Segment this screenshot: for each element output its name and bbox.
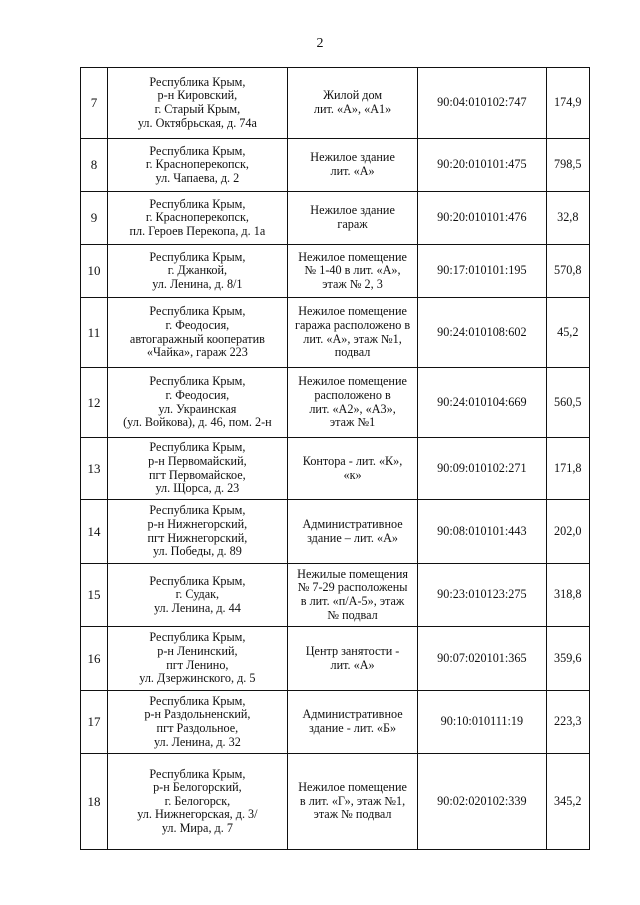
address-cell-line: «Чайка», гараж 223 xyxy=(146,345,248,360)
area-cell: 202,0 xyxy=(546,500,589,564)
cadastral-number-cell: 90:04:010102:747 xyxy=(418,68,546,139)
address-cell xyxy=(107,500,287,564)
page-number: 2 xyxy=(316,36,324,51)
address-cell-line: г. Белогорск, xyxy=(164,793,231,808)
address-cell-line: Республика Крым, xyxy=(149,440,246,455)
description-cell-line: Нежилые помещения xyxy=(297,566,408,581)
address-cell-line: Республика Крым, xyxy=(149,766,246,781)
description-cell-line: № 7-29 расположены xyxy=(297,580,408,595)
area-cell: 45,2 xyxy=(546,298,589,368)
cadastral-number-cell: 90:08:010101:443 xyxy=(418,500,546,564)
cadastral-number-cell: 90:17:010101:195 xyxy=(418,245,546,298)
description-cell-line: «к» xyxy=(343,467,362,482)
description-cell xyxy=(287,192,417,245)
row-number-cell: 13 xyxy=(81,438,108,500)
table-row xyxy=(81,192,590,245)
description-cell-line: Нежилое помещение xyxy=(298,374,407,389)
description-cell-line: лит. «А», «А1» xyxy=(313,102,392,116)
address-cell-line: р-н Нижнегорский, xyxy=(147,516,248,531)
cadastral-number-cell: 90:02:020102:339 xyxy=(418,754,546,850)
address-cell xyxy=(107,139,287,192)
address-cell-line: пгт Раздольное, xyxy=(156,721,239,735)
area-cell: 798,5 xyxy=(546,139,589,192)
table-row xyxy=(81,68,590,139)
address-cell-line: Республика Крым, xyxy=(149,196,246,211)
description-cell-line: Нежилое здание xyxy=(310,150,395,165)
address-cell-line: р-н Кировский, xyxy=(157,88,238,103)
address-cell-line: (ул. Войкова), д. 46, пом. 2-н xyxy=(123,415,272,430)
description-cell-line: № подвал xyxy=(327,607,378,622)
address-cell-line: ул. Нижнегорская, д. 3/ xyxy=(137,807,258,822)
cadastral-number-cell: 90:07:020101:365 xyxy=(418,627,546,691)
address-cell-line: ул. Украинская xyxy=(158,401,237,416)
row-number-cell: 18 xyxy=(81,754,108,850)
description-cell-line: Нежилое помещение xyxy=(298,249,407,264)
description-cell-line: в лит. «Г», этаж №1, xyxy=(299,793,406,808)
description-cell-line: Административное xyxy=(302,516,403,531)
description-cell xyxy=(287,754,417,850)
area-cell: 32,8 xyxy=(546,192,589,245)
table-row xyxy=(81,627,590,691)
address-cell-line: Республика Крым, xyxy=(149,573,246,588)
description-cell-line: лит. «А» xyxy=(330,164,375,178)
row-number-cell: 17 xyxy=(81,691,108,754)
address-cell-line: Республика Крым, xyxy=(149,630,246,645)
address-cell-line: г. Старый Крым, xyxy=(154,102,241,116)
address-cell-line: р-н Раздольненский, xyxy=(144,707,251,722)
cadastral-number-cell: 90:24:010108:602 xyxy=(418,298,546,368)
description-cell-line: Нежилое помещение xyxy=(298,780,407,795)
description-cell-line: Центр занятости - xyxy=(305,643,400,658)
table-row xyxy=(81,438,590,500)
address-cell xyxy=(107,192,287,245)
address-cell xyxy=(107,368,287,438)
description-cell xyxy=(287,438,417,500)
address-cell-line: г. Красноперекопск, xyxy=(145,157,249,172)
address-cell-line: ул. Ленина, д. 32 xyxy=(153,734,241,749)
description-cell-line: гараж xyxy=(337,217,368,231)
row-number-cell: 9 xyxy=(81,192,108,245)
description-cell-line: этаж № подвал xyxy=(313,807,392,822)
address-cell xyxy=(107,245,287,298)
address-cell xyxy=(107,68,287,139)
address-cell-line: ул. Октябрьская, д. 74а xyxy=(137,115,257,130)
description-cell-line: Нежилое здание xyxy=(310,203,395,218)
address-cell-line: г. Судак, xyxy=(175,587,220,602)
description-cell-line: гаража расположено в xyxy=(295,317,411,332)
address-cell xyxy=(107,438,287,500)
table-row xyxy=(81,691,590,754)
description-cell xyxy=(287,68,417,139)
cadastral-number-cell: 90:10:010111:19 xyxy=(418,691,546,754)
area-cell: 171,8 xyxy=(546,438,589,500)
cadastral-number-cell: 90:20:010101:476 xyxy=(418,192,546,245)
address-cell-line: ул. Дзержинского, д. 5 xyxy=(139,671,256,686)
description-cell-line: расположено в xyxy=(314,387,391,402)
address-cell-line: г. Феодосия, xyxy=(165,317,230,332)
area-cell: 318,8 xyxy=(546,564,589,627)
description-cell xyxy=(287,564,417,627)
description-cell-line: Контора - лит. «К», xyxy=(302,453,403,468)
address-cell-line: Республика Крым, xyxy=(149,249,246,264)
row-number-cell: 12 xyxy=(81,368,108,438)
area-cell: 174,9 xyxy=(546,68,589,139)
address-cell-line: г. Феодосия, xyxy=(165,387,230,402)
address-cell xyxy=(107,754,287,850)
address-cell-line: р-н Ленинский, xyxy=(157,643,238,658)
address-cell-line: г. Красноперекопск, xyxy=(145,210,249,225)
description-cell xyxy=(287,368,417,438)
description-cell-line: лит. «А2», «А3», xyxy=(309,401,396,416)
description-cell-line: здание - лит. «Б» xyxy=(309,721,397,735)
address-cell-line: ул. Чапаева, д. 2 xyxy=(155,170,240,185)
description-cell-line: подвал xyxy=(334,345,371,360)
area-cell: 560,5 xyxy=(546,368,589,438)
address-cell-line: Республика Крым, xyxy=(149,374,246,389)
address-cell-line: ул. Ленина, д. 44 xyxy=(153,600,241,615)
description-cell-line: Нежилое помещение xyxy=(298,304,407,319)
address-cell xyxy=(107,691,287,754)
address-cell-line: г. Джанкой, xyxy=(167,263,228,278)
row-number-cell: 7 xyxy=(81,68,108,139)
description-cell-line: лит. «А» xyxy=(330,657,375,672)
table-row xyxy=(81,564,590,627)
description-cell-line: в лит. «п/А-5», этаж xyxy=(300,594,405,608)
address-cell-line: автогаражный кооператив xyxy=(129,331,265,346)
address-cell-line: ул. Ленина, д. 8/1 xyxy=(152,276,243,291)
cadastral-number-cell: 90:20:010101:475 xyxy=(418,139,546,192)
address-cell-line: Республика Крым, xyxy=(149,304,246,319)
table-row xyxy=(81,500,590,564)
row-number-cell: 16 xyxy=(81,627,108,691)
table-row xyxy=(81,368,590,438)
cadastral-number-cell: 90:09:010102:271 xyxy=(418,438,546,500)
area-cell: 345,2 xyxy=(546,754,589,850)
property-table-body xyxy=(81,68,590,850)
table-row xyxy=(81,245,590,298)
area-cell: 223,3 xyxy=(546,691,589,754)
description-cell-line: Жилой дом xyxy=(323,88,383,103)
description-cell-line: № 1-40 в лит. «А», xyxy=(304,263,401,278)
table-row xyxy=(81,139,590,192)
address-cell-line: ул. Победы, д. 89 xyxy=(152,544,242,559)
address-cell-line: ул. Мира, д. 7 xyxy=(161,820,233,835)
address-cell-line: пгт Первомайское, xyxy=(149,467,246,482)
description-cell-line: Административное xyxy=(302,707,403,722)
address-cell-line: р-н Белогорский, xyxy=(153,780,242,795)
row-number-cell: 15 xyxy=(81,564,108,627)
cadastral-number-cell: 90:23:010123:275 xyxy=(418,564,546,627)
table-row xyxy=(81,754,590,850)
description-cell-line: этаж №1 xyxy=(329,415,376,430)
row-number-cell: 8 xyxy=(81,139,108,192)
table-row xyxy=(81,298,590,368)
address-cell-line: Республика Крым, xyxy=(149,143,246,158)
address-cell xyxy=(107,627,287,691)
row-number-cell: 11 xyxy=(81,298,108,368)
description-cell-line: этаж № 2, 3 xyxy=(322,276,383,291)
description-cell xyxy=(287,139,417,192)
description-cell xyxy=(287,627,417,691)
address-cell-line: пгт Нижнегорский, xyxy=(147,530,248,545)
property-table xyxy=(80,67,590,850)
address-cell-line: р-н Первомайский, xyxy=(148,453,247,468)
area-cell: 359,6 xyxy=(546,627,589,691)
row-number-cell: 14 xyxy=(81,500,108,564)
row-number-cell: 10 xyxy=(81,245,108,298)
description-cell xyxy=(287,245,417,298)
address-cell-line: Республика Крым, xyxy=(149,503,246,518)
cadastral-number-cell: 90:24:010104:669 xyxy=(418,368,546,438)
address-cell xyxy=(107,564,287,627)
address-cell-line: Республика Крым, xyxy=(149,693,246,708)
address-cell-line: ул. Щорса, д. 23 xyxy=(155,481,240,496)
area-cell: 570,8 xyxy=(546,245,589,298)
description-cell xyxy=(287,691,417,754)
description-cell xyxy=(287,500,417,564)
description-cell-line: лит. «А», этаж №1, xyxy=(303,331,402,346)
address-cell-line: пгт Ленино, xyxy=(166,657,229,672)
description-cell-line: здание – лит. «А» xyxy=(307,530,399,545)
address-cell-line: Республика Крым, xyxy=(149,74,246,89)
address-cell-line: пл. Героев Перекопа, д. 1а xyxy=(129,223,266,238)
address-cell xyxy=(107,298,287,368)
description-cell xyxy=(287,298,417,368)
